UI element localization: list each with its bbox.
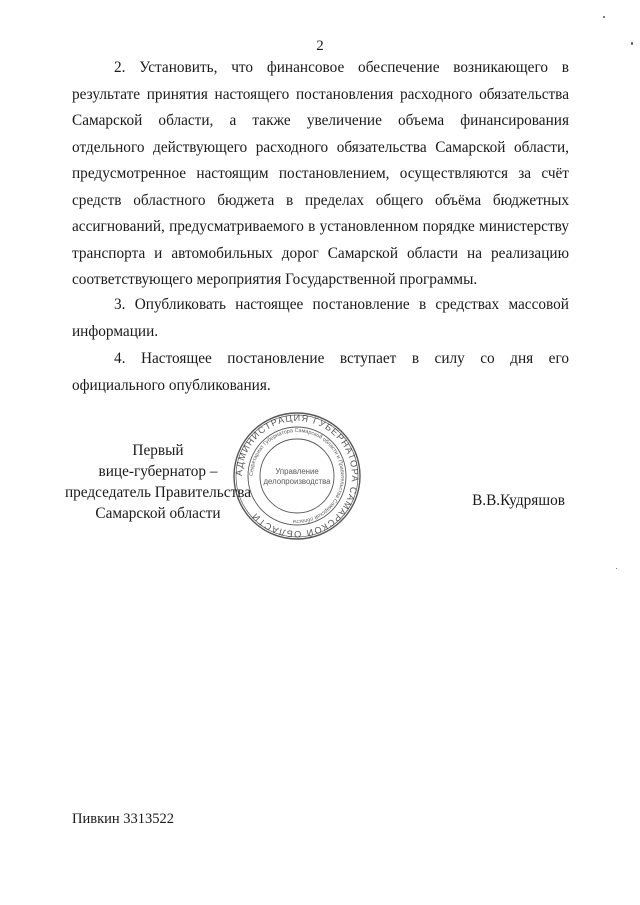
paragraph-2-text: 2. Установить, что финансовое обеспечение возникающего в результате принятия настоящего постановления расходного обязательства Самарской области, а также увеличение объема финансирования отдельного действующего расходного обязательства Самарской области, предусмотренное настоящим постановлением, осуществляются за счёт средств областного бюджета в пределах общего объёма бюджетных ассигнований, предусматриваемого в установленном порядке министерству транспорта и автомобильных дорог Самарской области на реализацию соответствующего мероприятия Государственной программы. (72, 59, 569, 288)
seal-inner-text: Секретариат Губернатора Самарской области и Правительства Самарской области (248, 427, 346, 525)
paragraph-2 (72, 55, 569, 294)
paragraph-4-text: 4. Настоящее постановление вступает в силу со дня его официального опубликования. (72, 350, 569, 394)
paragraph-3-text: 3. Опубликовать настоящее постановление в средствах массовой информации. (72, 296, 569, 340)
signatory-title-line: председатель Правительства (64, 484, 252, 501)
official-seal (231, 410, 363, 542)
scan-speck (603, 16, 605, 18)
signatory-title-line: Самарской области (95, 505, 221, 522)
paragraph-4 (72, 346, 569, 399)
signatory-name: В.В.Кудряшов (472, 492, 565, 509)
paragraph-3 (72, 292, 569, 345)
page-number: 2 (316, 38, 324, 54)
seal-center-line1: Управление (275, 467, 319, 476)
seal-center-line2: делопроизводства (263, 477, 331, 486)
signatory-title-line: Первый (132, 442, 184, 459)
scan-speck (616, 568, 617, 569)
scan-speck (631, 42, 633, 45)
signatory-title-line: вице-губернатор – (98, 463, 218, 480)
executor-note: Пивкин 3313522 (72, 811, 175, 827)
seal-graphic (231, 410, 363, 542)
signatory-title (60, 440, 256, 524)
seal-outer-text: АДМИНИСТРАЦИЯ ГУБЕРНАТОРА САМАРСКОЙ ОБЛАСТИ (233, 412, 361, 540)
